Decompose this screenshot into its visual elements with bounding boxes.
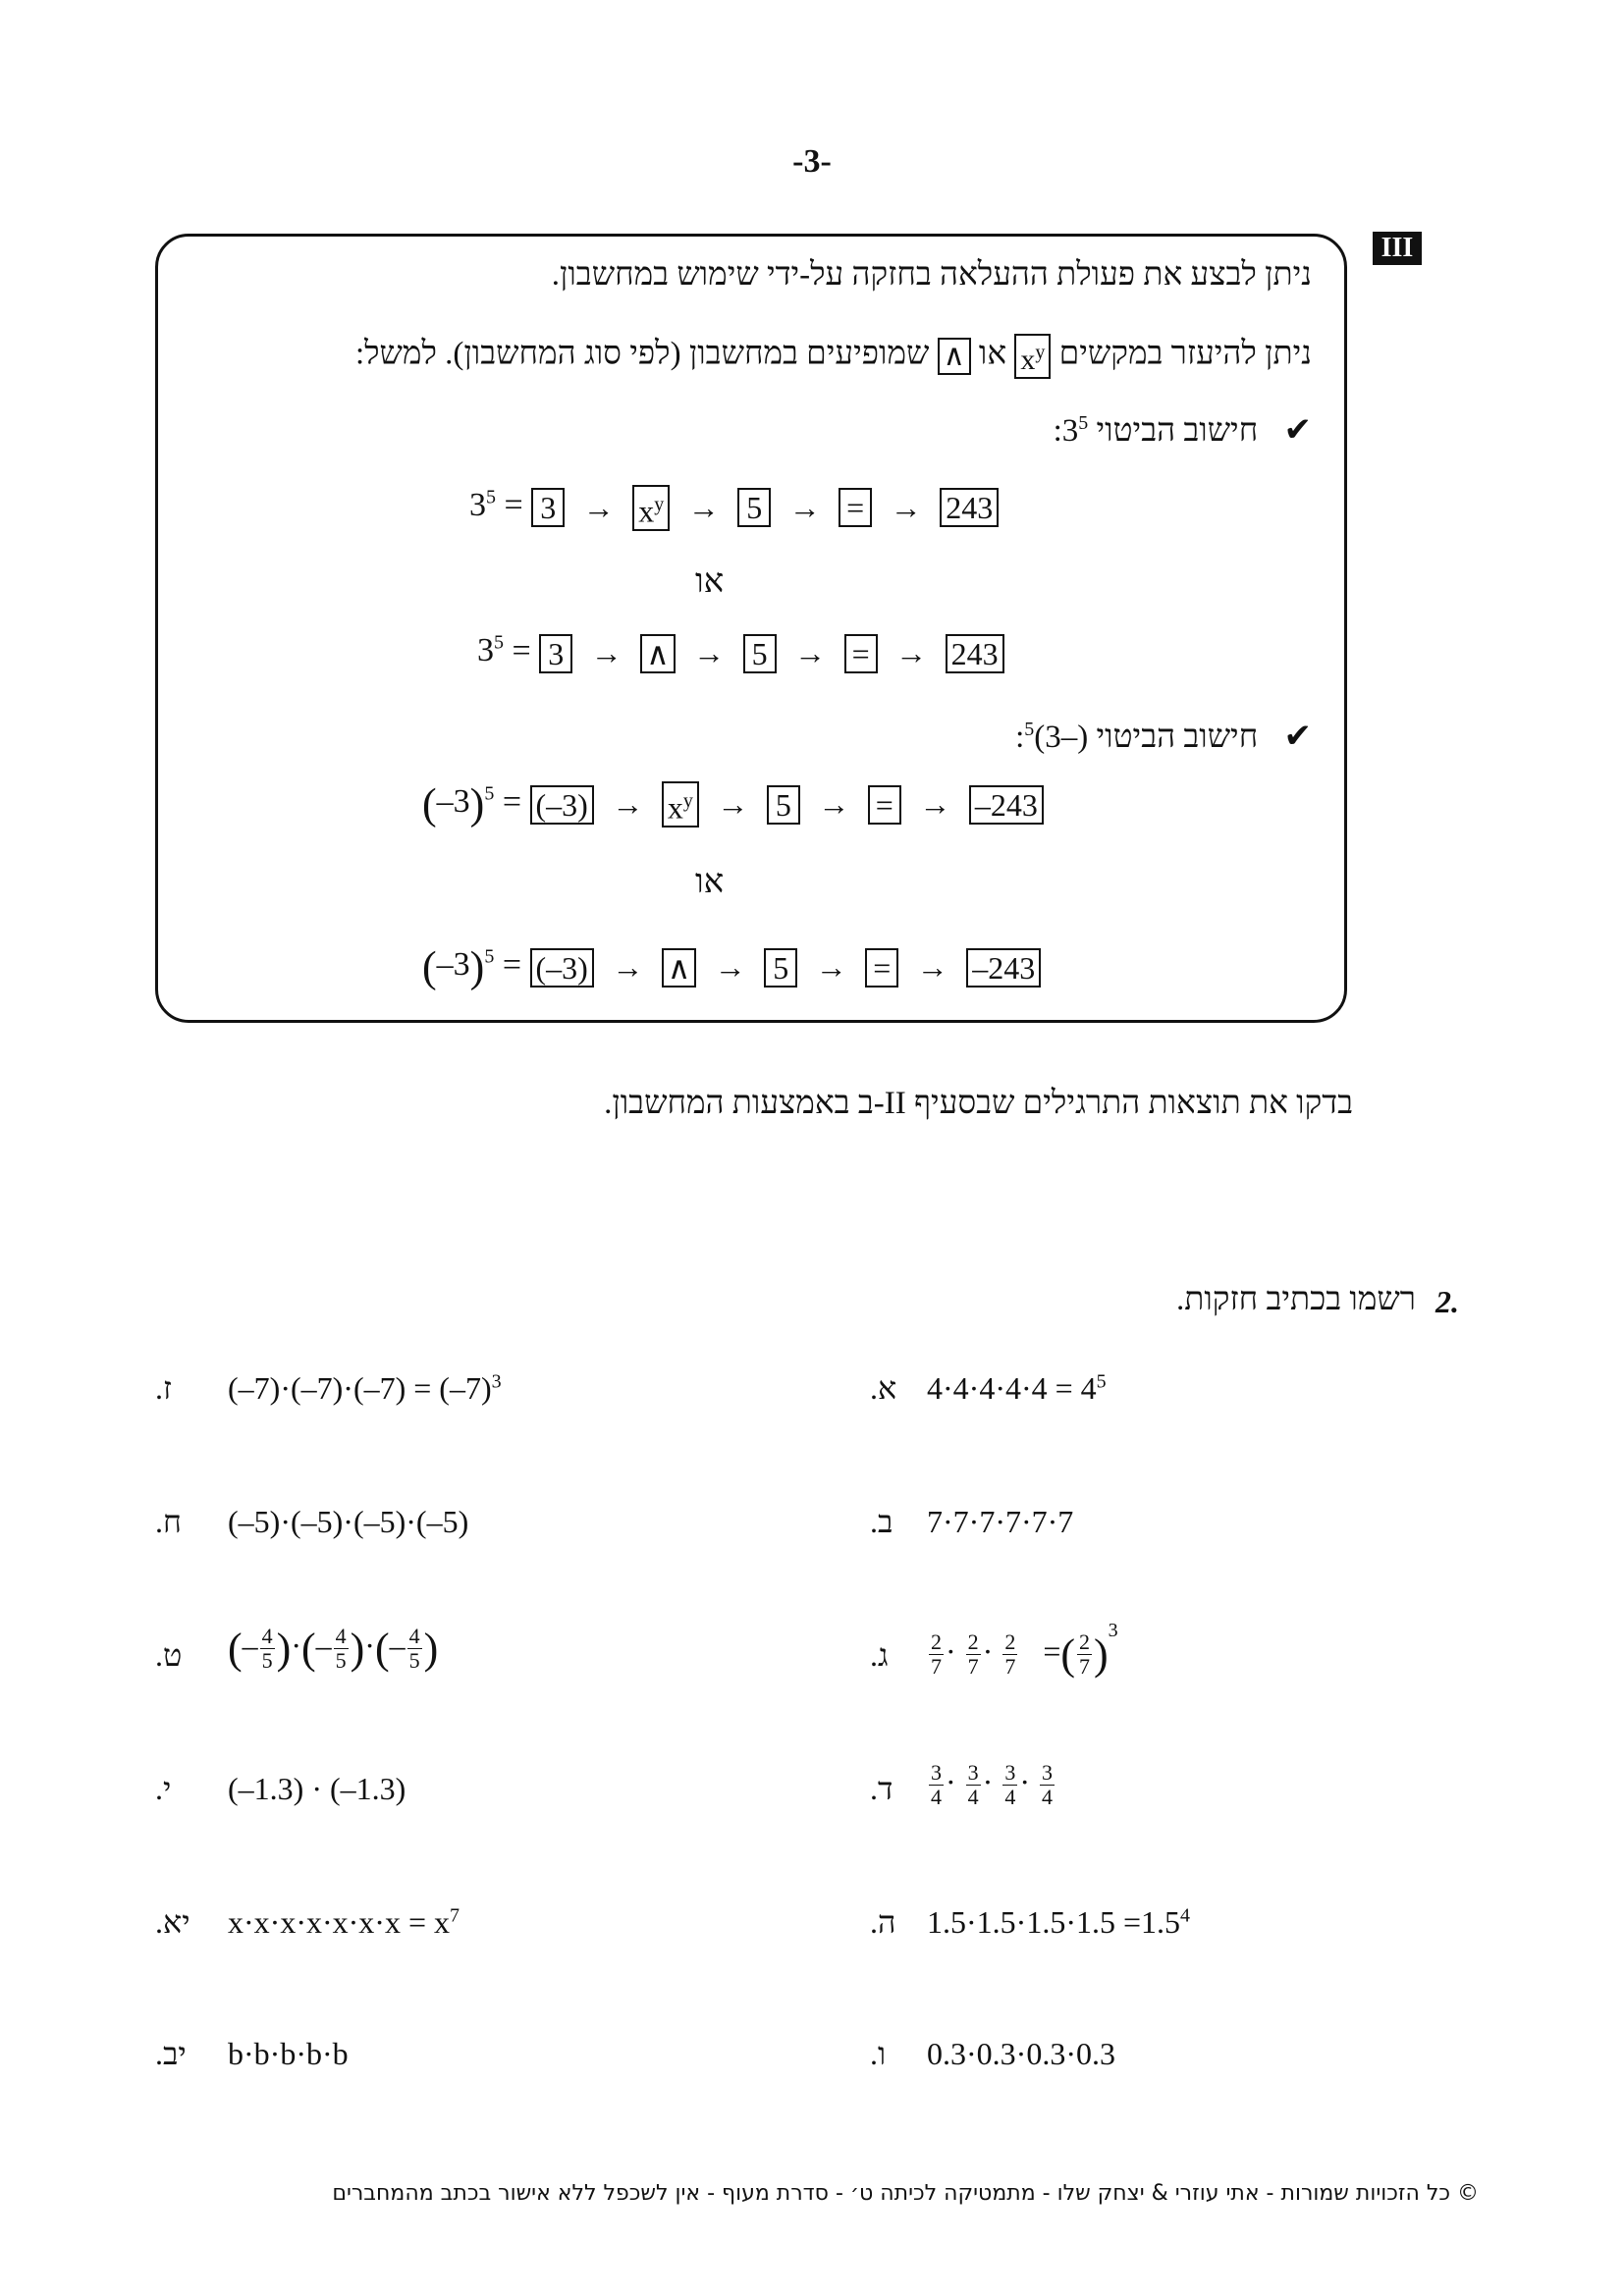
key-5: 5 <box>743 634 777 673</box>
arrow-icon: → <box>895 635 928 671</box>
intro-line-2-post: שמופיעים במחשבון (לפי סוג המחשבון). למשל: <box>354 336 930 372</box>
arrow-icon: → <box>693 635 726 671</box>
check-mark-icon: ✔ <box>1283 719 1312 755</box>
arrow-icon: → <box>714 949 746 985</box>
intro-line-2-or: או <box>978 336 1007 372</box>
example-2-sequence-b <box>422 942 1041 992</box>
example-1-heading <box>1054 410 1312 450</box>
arrow-icon: → <box>794 635 827 671</box>
item-letter: ב. <box>870 1504 893 1539</box>
equals-sign: = <box>502 946 521 984</box>
item-letter: ט. <box>155 1637 183 1673</box>
arrow-icon: → <box>818 786 850 822</box>
arrow-icon: → <box>815 949 847 985</box>
item-expr: (–1.3) · (–1.3) <box>228 1771 406 1806</box>
result-display: –243 <box>969 785 1044 825</box>
arrow-icon: → <box>612 786 644 822</box>
arrow-icon: → <box>687 489 720 525</box>
item-expr: $(-7)\cdot(-7)\cdot(-7) = (-7)^3$ <box>228 1370 502 1406</box>
item-expr: $\frac{3}{4}$ · $\frac{3}{4}$ · $\frac{3}{4}$ · $\frac{3}{4}$ <box>931 1760 1053 1809</box>
equals-key: = <box>844 634 878 673</box>
arrow-icon: → <box>890 489 922 525</box>
item-expr: (– $\frac{4}{5}$ )·(– $\frac{4}{5}$ )·(– $\frac{4}{5}$ ) <box>228 1624 439 1673</box>
item-expr: b·b·b·b·b <box>228 2036 349 2071</box>
lhs-expr: $3^5$ <box>477 632 504 669</box>
item-letter: ז. <box>155 1370 172 1406</box>
item-expr: (–5)·(–5)·(–5)·(–5) <box>228 1504 469 1539</box>
item-letter: ו. <box>870 2036 887 2071</box>
example-2-heading <box>1015 717 1312 756</box>
item-expr: $x\cdot x\cdot x\cdot x\cdot x\cdot x\cdot x = x^7$ <box>228 1904 460 1940</box>
item-letter: ד. <box>870 1771 893 1806</box>
lhs-expr: $(-3)^5$ <box>422 943 495 991</box>
item-expr: $1.5\cdot 1.5\cdot 1.5\cdot 1.5 =1.5^4$ <box>927 1904 1191 1940</box>
equals-key: = <box>839 488 872 527</box>
caret-key: ∧ <box>938 338 971 375</box>
item-letter: ח. <box>155 1504 182 1539</box>
example-1-sequence-a <box>469 485 999 531</box>
or-word: או <box>695 563 725 600</box>
arrow-icon: → <box>717 786 749 822</box>
equals-sign: = <box>502 783 521 821</box>
result-display: 243 <box>940 488 999 527</box>
example-2-heading-expr: $^5$(3–) <box>1024 719 1089 755</box>
question-title: רשמו בכתיב חזקות. <box>1175 1282 1416 1317</box>
or-word: או <box>695 864 725 900</box>
equals-key: = <box>868 785 901 825</box>
question-number: 2. <box>1435 1284 1459 1319</box>
key-5: 5 <box>764 948 797 988</box>
example-1-heading-colon: : <box>1053 413 1062 449</box>
item-letter: י. <box>155 1771 172 1806</box>
item-letter: יב. <box>155 2036 187 2071</box>
example-1-heading-expr: $3^5$ <box>1061 412 1089 449</box>
item-expr: $4\cdot 4\cdot 4\cdot 4\cdot 4 = 4^5$ <box>927 1370 1107 1406</box>
arrow-icon: → <box>919 786 951 822</box>
copyright-footer: © כל הזכויות שמורות - אתי עוזרי & יצחק שלו - מתמטיקה לכיתה ט׳ - סדרת מעוף - אין לשכפל ללא אישור בכתב מהמחברים <box>332 2181 1479 2206</box>
lhs-expr: $3^5$ <box>469 486 496 524</box>
item-expr: 0.3·0.3·0.3·0.3 <box>927 2036 1115 2071</box>
caret-key: ∧ <box>640 634 675 673</box>
power-key: $x^y$ <box>662 781 699 828</box>
arrow-icon: → <box>916 949 948 985</box>
equals-key: = <box>865 948 898 988</box>
item-letter: ה. <box>870 1904 896 1940</box>
arrow-icon: → <box>788 489 821 525</box>
item-expr: 7·7·7·7·7·7 <box>927 1504 1074 1539</box>
result-display: 243 <box>946 634 1004 673</box>
check-results-instruction: בדקו את תוצאות התרגילים שבסעיף II-ב באמצעות המחשבון. <box>604 1086 1353 1121</box>
item-letter: ג. <box>870 1637 889 1673</box>
equals-sign: = <box>512 632 531 669</box>
item-letter: יא. <box>155 1904 190 1940</box>
check-mark-icon: ✔ <box>1283 412 1312 449</box>
example-1-heading-text: חישוב הביטוי <box>1096 413 1259 449</box>
lhs-expr: $(-3)^5$ <box>422 780 495 828</box>
result-display: –243 <box>966 948 1041 988</box>
power-key: $x^y$ <box>1014 334 1051 379</box>
key-3: 3 <box>531 488 565 527</box>
section-marker: III <box>1373 232 1422 265</box>
example-2-heading-colon: : <box>1015 720 1025 755</box>
intro-line-2 <box>355 334 1312 379</box>
arrow-icon: → <box>590 635 623 671</box>
example-2-heading-text: חישוב הביטוי <box>1096 720 1259 755</box>
key-neg-3: (–3) <box>530 785 594 825</box>
key-neg-3: (–3) <box>530 948 594 988</box>
key-5: 5 <box>737 488 771 527</box>
example-2-sequence-a <box>422 779 1044 829</box>
item-expr: $\frac{2}{7}$ · $\frac{2}{7}$ · $\frac{2}{7}$ =( $\frac{2}{7}$ )$^3$ <box>931 1620 1118 1680</box>
caret-key: ∧ <box>662 948 696 988</box>
power-key: $x^y$ <box>632 485 670 531</box>
item-letter: א. <box>870 1370 897 1406</box>
intro-line-1: ניתן לבצע את פעולת ההעלאה בחזקה על-ידי שימוש במחשבון. <box>551 257 1312 293</box>
intro-line-2-pre: ניתן להיעזר במקשים <box>1058 336 1312 372</box>
key-3: 3 <box>539 634 572 673</box>
key-5: 5 <box>767 785 800 825</box>
arrow-icon: → <box>582 489 615 525</box>
page-number: -3- <box>792 143 832 180</box>
example-1-sequence-b <box>477 632 1004 673</box>
equals-sign: = <box>504 487 523 524</box>
arrow-icon: → <box>612 949 644 985</box>
